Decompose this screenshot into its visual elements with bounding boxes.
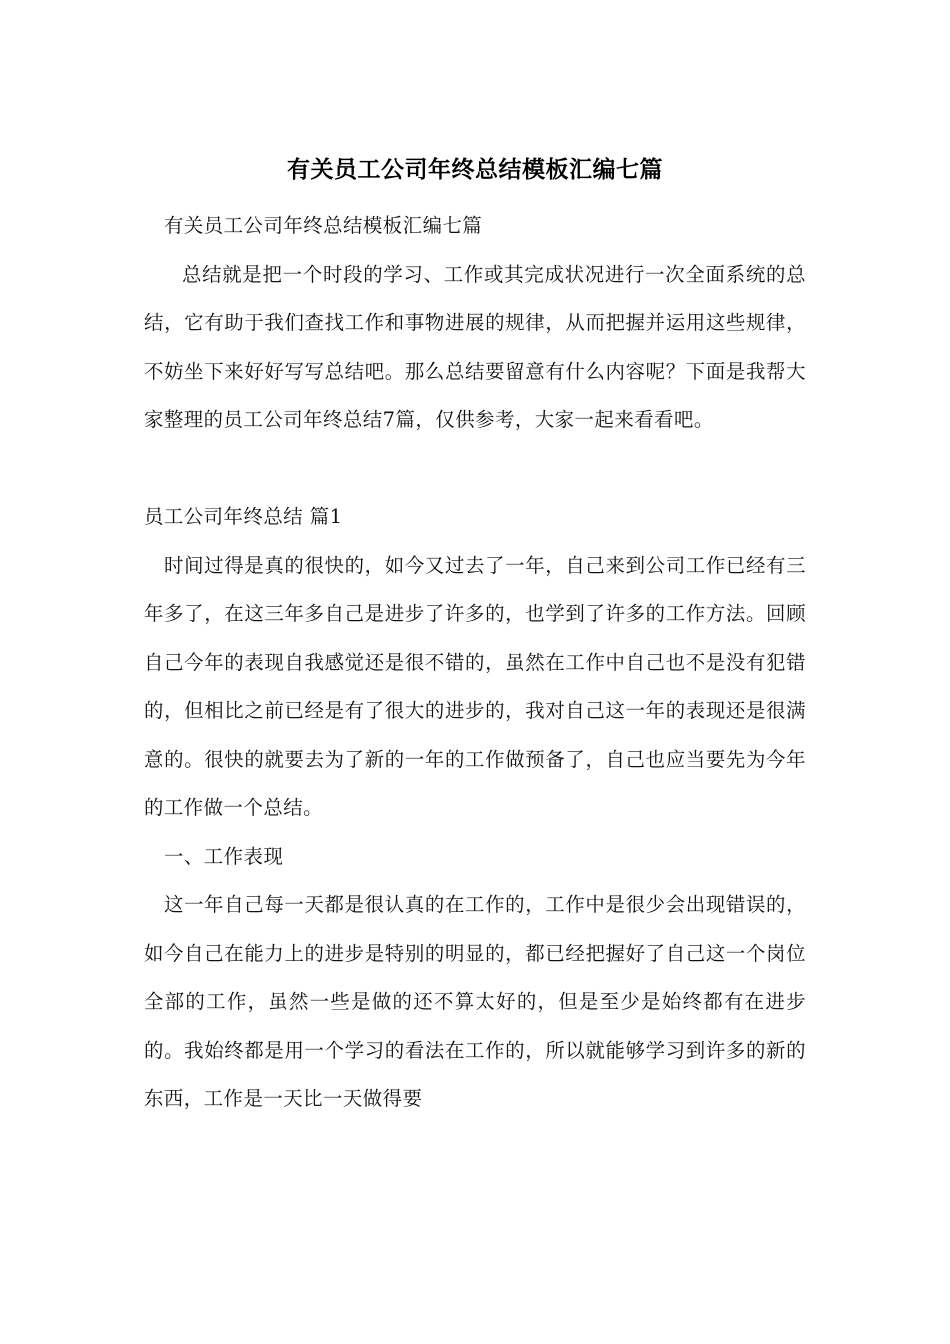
section-paragraph-2: 这一年自己每一天都是很认真的在工作的，工作中是很少会出现错误的，如今自己在能力上的进步是特别的明显的，都已经把握好了自己这一个岗位全部的工作，虽然一些是做的还不算太好的，但是至少是始终都有在进步的。我始终都是用一个学习的看法在工作的，所以就能够学习到许多的新的东西，工作是一天比一天做得要 [144, 893, 806, 1110]
subheading-work-performance: 一、工作表现 [164, 844, 284, 868]
paragraph-spacer [144, 445, 806, 494]
document-subtitle: 有关员工公司年终总结模板汇编七篇 [164, 214, 483, 237]
section-paragraph-1: 时间过得是真的很快的，如今又过去了一年，自己来到公司工作已经有三年多了，在这三年多自己是进步了许多的，也学到了许多的工作方法。回顾自己今年的表现自我感觉还是很不错的，虽然在工作中自己也不是没有犯错的，但相比之前已经是有了很大的进步的，我对自己这一年的表现还是很满意的。很快的就要去为了新的一年的工作做预备了，自己也应当要先为今年的工作做一个总结。 [144, 553, 806, 819]
section-heading: 员工公司年终总结 篇1 [144, 505, 343, 528]
intro-paragraph: 总结就是把一个时段的学习、工作或其完成状况进行一次全面系统的总结，它有助于我们查找工作和事物进展的规律，从而把握并运用这些规律，不妨坐下来好好写写总结吧。那么总结要留意有什么内容呢？下面是我帮大家整理的员工公司年终总结7篇，仅供参考，大家一起来看看吧。 [144, 262, 806, 431]
document-title: 有关员工公司年终总结模板汇编七篇 [287, 157, 663, 183]
document-body [144, 202, 806, 1124]
